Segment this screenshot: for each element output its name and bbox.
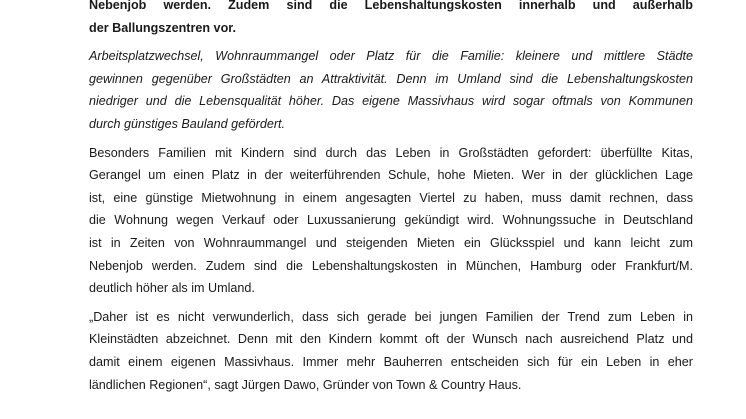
text-line: Besonders Familien mit Kindern sind durch das Leben in Großstädten gefordert: überfüllte Kitas, [89, 145, 693, 160]
text-line: niedriger und die Lebensqualität höher. Das eigene Massivhaus wird sogar oftmals von Kommunen [89, 94, 693, 109]
text-line: ist in Zeiten von Wohnraummangel und steigenden Mieten ein Glücksspiel und kann leicht zum [89, 235, 693, 250]
text-line: Nebenjob werden. Zudem sind die Lebenshaltungskosten innerhalb und außerhalb [89, 0, 693, 12]
quote-paragraph [89, 306, 693, 396]
text-line: damit einem eigenen Massivhaus. Immer mehr Bauherren entscheiden sich für ein Leben in eher [89, 354, 693, 369]
text-line: gewinnen gegenüber Großstädten an Attraktivität. Denn im Umland sind die Lebenshaltungskosten [89, 71, 693, 86]
text-line: ist, eine günstige Mietwohnung in einem angesagten Viertel zu haben, muss damit rechnen, dass [89, 190, 693, 205]
text-line: Kleinstädten abzeichnet. Denn mit den Kindern kommt oft der Wunsch nach ausreichend Platz und [89, 332, 693, 347]
text-line: die Wohnung wegen Verkauf oder Luxussanierung gekündigt wird. Wohnungssuche in Deutschland [89, 213, 693, 228]
text-line: deutlich höher als im Umland. [89, 281, 255, 296]
text-line: Gerangel um einen Platz in der weiterführenden Schule, hohe Mieten. Wer in der glücklichen Lage [89, 168, 693, 183]
text-line: Arbeitsplatzwechsel, Wohnraummangel oder Platz für die Familie: kleinere und mittlere Städte [89, 49, 693, 64]
text-line: durch günstiges Bauland gefördert. [89, 116, 286, 131]
text-line: der Ballungszentren vor. [89, 20, 236, 35]
intro-bold-paragraph [89, 0, 693, 39]
text-line: Nebenjob werden. Zudem sind die Lebenshaltungskosten in München, Hamburg oder Frankfurt/M. [89, 258, 693, 273]
text-line: „Daher ist es nicht verwunderlich, dass sich gerade bei jungen Familien der Trend zum Leben in [89, 309, 693, 324]
document-body [89, 0, 693, 396]
text-line: ländlichen Regionen“, sagt Jürgen Dawo, Gründer von Town & Country Haus. [89, 377, 522, 392]
families-paragraph [89, 142, 693, 300]
italic-lead-paragraph [89, 45, 693, 135]
